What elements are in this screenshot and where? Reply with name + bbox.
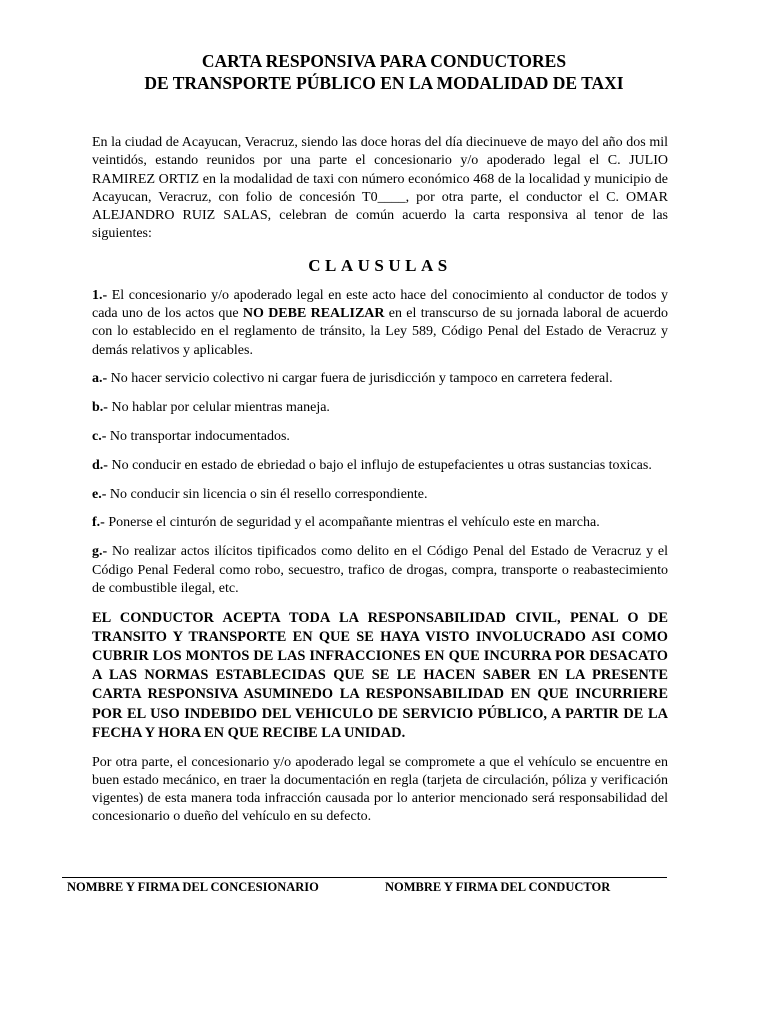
- item-letter: c.-: [92, 429, 107, 445]
- item-letter: b.-: [92, 400, 108, 416]
- item-text: No transportar indocumentados.: [106, 429, 290, 445]
- document-body: [92, 134, 668, 837]
- item-text: No conducir en estado de ebriedad o bajo el influjo de estupefacientes u otras sustancias toxicas.: [107, 457, 652, 473]
- list-item: [92, 457, 668, 475]
- item-text: No hacer servicio colectivo ni cargar fuera de jurisdicción y tampoco en carretera federal.: [107, 371, 613, 387]
- item-letter: f.-: [92, 515, 105, 531]
- owner-commitment-paragraph: Por otra parte, el concesionario y/o apoderado legal se compromete a que el vehículo se encuentre en buen estado mecánico, en traer la documentación en regla (tarjeta de circulación, póliza y verificación vigentes) de esta manera toda infracción causada por lo anterior mencionado será responsabilidad del concesionario o dueño del vehículo en su defecto.: [92, 754, 668, 825]
- list-item: [92, 486, 668, 504]
- item-letter: g.-: [92, 544, 108, 560]
- list-item: [92, 370, 668, 388]
- list-item: [92, 514, 668, 532]
- item-text: Ponerse el cinturón de seguridad y el acompañante mientras el vehículo este en marcha.: [104, 515, 600, 531]
- clause-1-emphasis: NO DEBE REALIZAR: [242, 306, 385, 322]
- document-title: [0, 50, 768, 94]
- intro-paragraph: En la ciudad de Acayucan, Veracruz, siendo las doce horas del día diecinueve de mayo del año dos mil veintidós, estando reunidos por una parte el concesionario y/o apoderado legal el C. JULIO RAMIREZ ORTIZ en la modalidad de taxi con número económico 468 de la localidad y municipio de Acayucan, Veracruz, con folio de concesión T0____, por otra parte, el conductor el C. OMAR ALEJANDRO RUIZ SALAS, celebran de común acuerdo la carta responsiva al tenor de las siguientes:: [92, 135, 668, 242]
- list-item: [92, 428, 668, 446]
- list-item: [92, 399, 668, 417]
- item-text: No realizar actos ilícitos tipificados como delito en el Código Penal del Estado de Veracruz y el Código Penal Federal como robo, secuestro, trafico de drogas, compra, transporte o reabastecimiento de combustible ilegal, etc.: [92, 544, 668, 596]
- clauses-heading: CLAUSULAS: [308, 255, 452, 275]
- clause-1-text-before: El concesionario y/o apoderado legal en este acto hace del conocimiento al conductor de todos y cada uno de los actos que: [92, 287, 668, 322]
- acceptance-paragraph: EL CONDUCTOR ACEPTA TODA LA RESPONSABILIDAD CIVIL, PENAL O DE TRANSITO Y TRANSPORTE EN QUE SE HAYA VISTO INVOLUCRADO ASI COMO CUBRIR LOS MONTOS DE LAS INFRACCIONES EN QUE INCURRA POR DESACATO A LAS NORMAS ESTABLECIDAS QUE SE LE HACEN SABER EN LA PRESENTE CARTA RESPONSIVA ASUMINEDO LA RESPONSABILIDAD EN QUE INCURRIERE POR EL USO INDEBIDO DEL VEHICULO DE SERVICIO PÚBLICO, A PARTIR DE LA FECHA Y HORA EN QUE RECIBE LA UNIDAD.: [92, 609, 668, 741]
- clause-1: [92, 287, 668, 360]
- item-text: No conducir sin licencia o sin él resello correspondiente.: [106, 486, 428, 502]
- title-line-2: DE TRANSPORTE PÚBLICO EN LA MODALIDAD DE TAXI: [144, 73, 624, 93]
- clause-1-number: 1.-: [92, 287, 108, 303]
- signature-concesionario-label: NOMBRE Y FIRMA DEL CONCESIONARIO: [67, 880, 319, 894]
- item-letter: a.-: [92, 371, 108, 387]
- item-text: No hablar por celular mientras maneja.: [107, 400, 330, 416]
- signature-conductor-label: NOMBRE Y FIRMA DEL CONDUCTOR: [385, 880, 611, 894]
- list-item: [92, 543, 668, 598]
- title-line-1: CARTA RESPONSIVA PARA CONDUCTORES: [201, 51, 567, 71]
- item-letter: e.-: [92, 486, 107, 502]
- clause-1-text-after: en el transcurso de su jornada laboral de acuerdo con lo establecido en el reglamento de tránsito, la Ley 589, Código Penal del Estado de Veracruz y demás relativos y aplicables.: [92, 306, 668, 358]
- item-letter: d.-: [92, 457, 108, 473]
- signature-line: [62, 877, 667, 878]
